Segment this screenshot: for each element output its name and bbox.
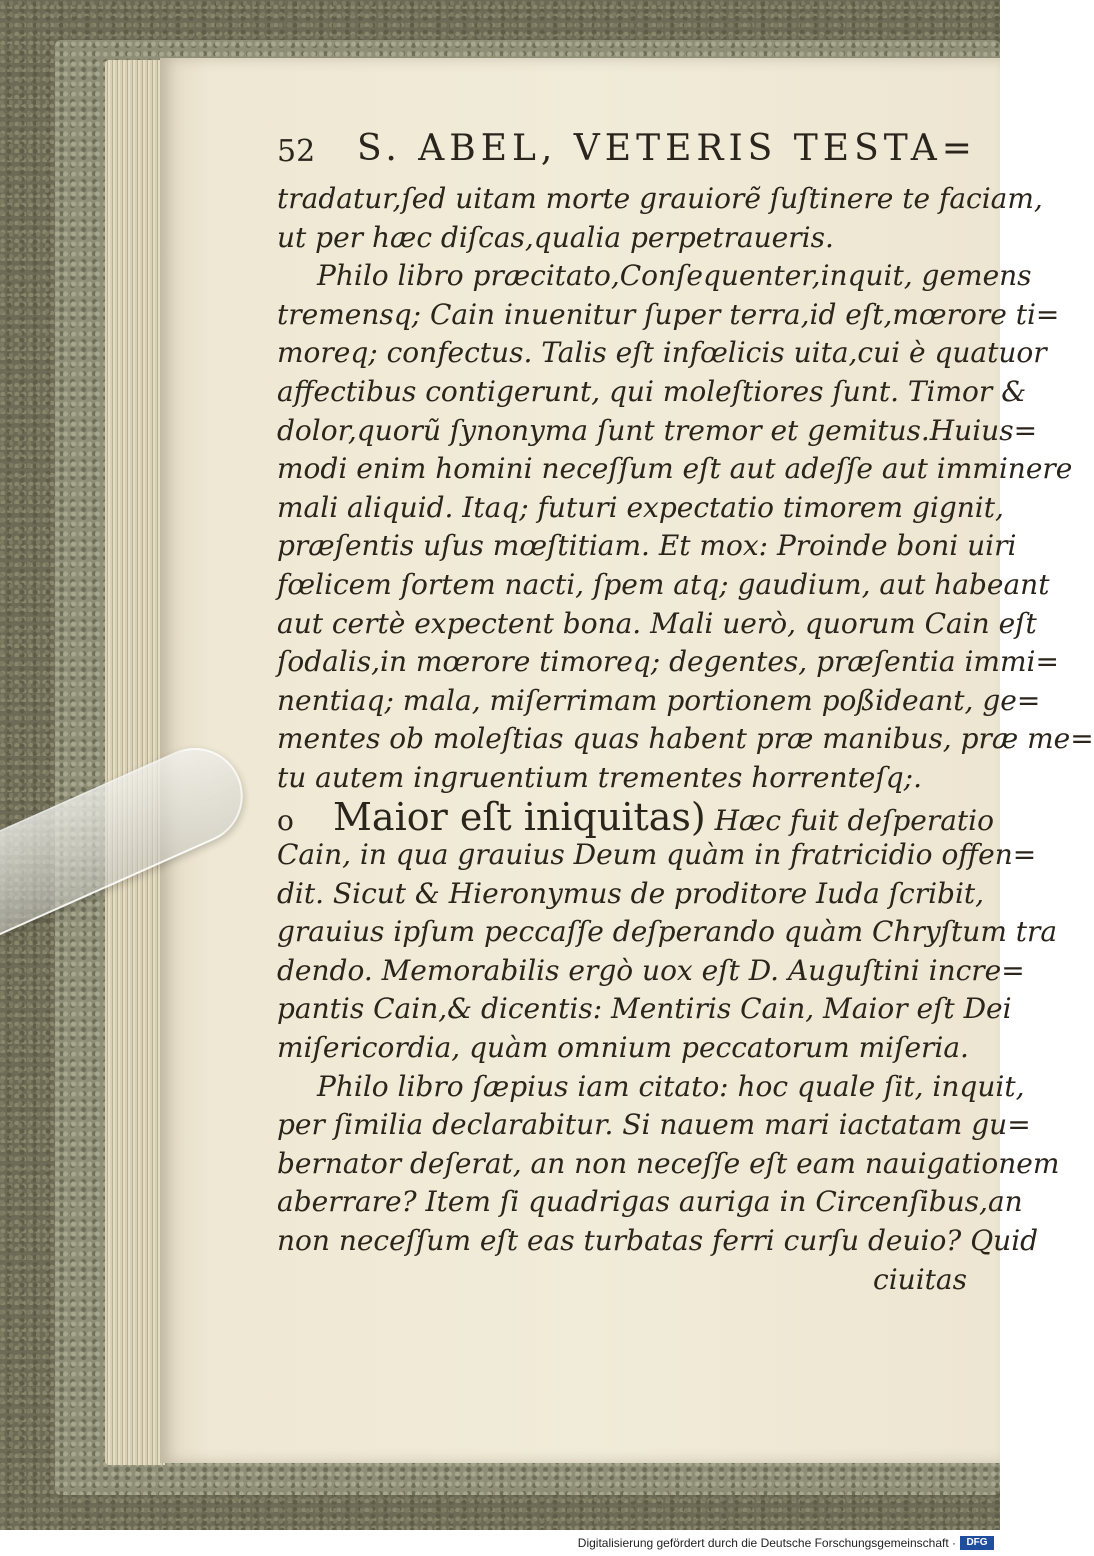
text-line: præſentis uſus mœſtitiam. Et mox: Proinde boni uiri bbox=[277, 529, 1017, 563]
text-line: pantis Cain,& dicentis: Mentiris Cain, Maior eſt Dei bbox=[277, 992, 1012, 1026]
text-line: non neceſſum eſt eas turbatas ferri curſu deuio? Quid bbox=[277, 1224, 1039, 1258]
dfg-logo: DFG bbox=[960, 1536, 994, 1550]
text-line: aut certè expectent bona. Mali uerò, quorum Cain eſt bbox=[277, 606, 1037, 640]
catchword: ciuitas bbox=[873, 1262, 967, 1296]
text-section-2 bbox=[277, 836, 1060, 1261]
text-line: mentes ob moleſtias quas habent præ manibus, præ me= bbox=[277, 722, 1094, 756]
text-line: dolor,quorũ ſynonyma ſunt tremor et gemitus.Huius= bbox=[277, 413, 1038, 447]
text-line: nentiaq; mala, miſerrimam portionem poßideant, ge= bbox=[277, 683, 1041, 717]
page-header bbox=[277, 128, 977, 174]
lemma-marker: o bbox=[277, 803, 294, 837]
text-line: Cain, in qua grauius Deum quàm in fratricidio offen= bbox=[277, 838, 1037, 872]
text-line: grauius ipſum peccaſſe deſperando quàm Chryſtum tra bbox=[277, 915, 1058, 949]
lemma-heading: Maior eſt iniquitas) bbox=[333, 794, 706, 839]
text-line: Philo libro ſæpius iam citato: hoc quale ſit, inquit, bbox=[317, 1069, 1025, 1103]
text-line: bernator deſerat, an non neceſſe eſt eam nauigationem bbox=[277, 1146, 1060, 1180]
text-line: dit. Sicut & Hieronymus de proditore Iuda ſcribit, bbox=[277, 876, 985, 910]
text-line: fœlicem ſortem nacti, ſpem atq; gaudium, aut habeant bbox=[277, 567, 1050, 601]
text-line: dendo. Memorabilis ergò uox eſt D. Auguſtini incre= bbox=[277, 953, 1025, 987]
text-line: mali aliquid. Itaq; futuri expectatio timorem gignit, bbox=[277, 490, 1004, 524]
lemma-text: Hæc fuit deſperatio bbox=[714, 803, 994, 837]
text-line: miſericordia, quàm omnium peccatorum miſeria. bbox=[277, 1031, 969, 1065]
text-line: per ſimilia declarabitur. Si nauem mari iactatam gu= bbox=[277, 1108, 1031, 1142]
running-title: S. ABEL, VETERIS TESTA= bbox=[357, 128, 977, 169]
text-line: aberrare? Item ſi quadrigas auriga in Circenſibus,an bbox=[277, 1185, 1023, 1219]
text-line: tu autem ingruentium trementes horrenteſq;. bbox=[277, 760, 922, 794]
text-line: moreq; confectus. Talis eſt infœlicis uita,cui è quatuor bbox=[277, 336, 1047, 370]
text-line: affectibus contigerunt, qui moleſtiores ſunt. Timor & bbox=[277, 374, 1027, 408]
text-line: modi enim homini neceſſum eſt aut adeſſe aut imminere bbox=[277, 452, 1073, 486]
text-line: ſodalis,in mœrore timoreq; degentes, præſentia immi= bbox=[277, 645, 1059, 679]
text-line: tradatur,ſed uitam morte grauiorẽ ſuſtinere te faciam, bbox=[277, 182, 1043, 215]
text-section-1 bbox=[277, 180, 1094, 798]
lemma-line bbox=[277, 794, 994, 839]
text-line: Philo libro præcitato,Conſequenter,inquit, gemens bbox=[317, 259, 1032, 293]
text-line: ut per hæc diſcas,qualia perpetraueris. bbox=[277, 220, 834, 254]
main-text bbox=[277, 180, 1094, 1299]
page-number: 52 bbox=[277, 134, 316, 169]
footer-credit: Digitalisierung gefördert durch die Deutsche Forschungsgemeinschaft · bbox=[577, 1536, 956, 1550]
text-line: tremensq; Cain inuenitur ſuper terra,id eſt,mœrore ti= bbox=[277, 297, 1060, 331]
footer-bar bbox=[0, 1530, 1000, 1556]
